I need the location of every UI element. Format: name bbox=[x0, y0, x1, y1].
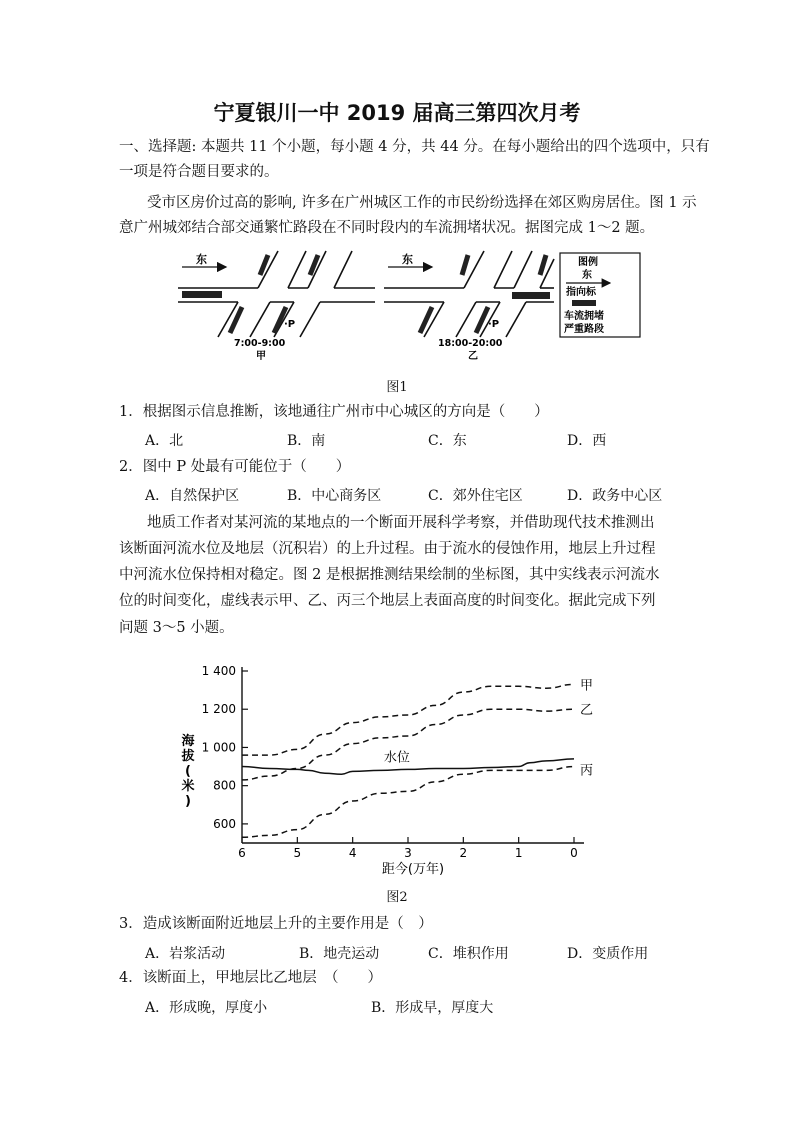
panel-a-direction-label: 东 bbox=[196, 253, 207, 266]
jam-segment bbox=[512, 292, 550, 299]
jam-segment bbox=[310, 255, 318, 275]
question-3-option-c[interactable]: C．堆积作用 bbox=[428, 946, 509, 962]
x-tick-label: 1 bbox=[514, 846, 523, 860]
intro1-line2: 意广州城郊结合部交通繁忙路段在不同时段内的车流拥堵状况。据图完成 1～2 题。 bbox=[119, 220, 655, 236]
question-1-stem: 1．根据图示信息推断，该地通往广州市中心城区的方向是（ ） bbox=[119, 404, 549, 420]
x-tick-label: 0 bbox=[570, 846, 578, 860]
question-3-option-d[interactable]: D．变质作用 bbox=[567, 946, 649, 962]
question-3-stem: 3．造成该断面附近地层上升的主要作用是（ ） bbox=[119, 916, 433, 932]
legend-jam-swatch bbox=[572, 300, 596, 306]
series-乙-label: 乙 bbox=[580, 703, 594, 719]
y-tick-label: 800 bbox=[213, 778, 236, 793]
intro2-line1: 地质工作者对某河流的某地点的一个断面开展科学考察，并借助现代技术推测出 bbox=[147, 515, 655, 531]
intro2-line3: 中河流水位保持相对稳定。图 2 是根据推测结果绘制的坐标图，其中实线表示河流水 bbox=[119, 567, 660, 583]
figure1-traffic-map bbox=[170, 245, 650, 363]
question-4-stem: 4．该断面上，甲地层比乙地层 （ ） bbox=[119, 970, 382, 986]
y-tick-label: 1 000 bbox=[201, 740, 236, 755]
legend-jam-line2: 严重路段 bbox=[564, 324, 604, 335]
y-axis-label: 海拔(米) bbox=[181, 734, 195, 809]
section-instructions-line2: 一项是符合题目要求的。 bbox=[119, 164, 279, 180]
panel-a bbox=[178, 251, 375, 362]
x-tick-label: 2 bbox=[459, 846, 468, 860]
question-1-option-c[interactable]: C．东 bbox=[428, 433, 467, 449]
question-1-option-b[interactable]: B．南 bbox=[287, 433, 326, 449]
y-tick-label: 1 200 bbox=[201, 702, 236, 717]
legend-arrow-text: 指向标 bbox=[566, 287, 596, 298]
y-tick-label: 600 bbox=[213, 816, 236, 831]
intro2-line5: 问题 3～5 小题。 bbox=[119, 620, 234, 636]
figure2-chart bbox=[160, 655, 600, 875]
question-2-option-a[interactable]: A．自然保护区 bbox=[145, 488, 240, 504]
series-丙-label: 丙 bbox=[580, 763, 594, 779]
panel-b-direction-label: 东 bbox=[402, 253, 413, 266]
y-tick-label: 1 400 bbox=[201, 664, 236, 678]
section-instructions-line1: 一、选择题: 本题共 11 个小题，每小题 4 分，共 44 分。在每小题给出的四个选项中，只有 bbox=[119, 139, 710, 155]
x-tick-label: 3 bbox=[404, 846, 412, 860]
legend-arrow-label: 东 bbox=[582, 270, 592, 281]
figure1-legend bbox=[560, 253, 640, 337]
figure1-caption: 图1 bbox=[386, 380, 408, 395]
jam-segment bbox=[420, 307, 432, 333]
panel-b bbox=[384, 251, 554, 362]
legend-jam-line1: 车流拥堵 bbox=[564, 311, 604, 322]
intro2-line2: 该断面河流水位及地层（沉积岩）的上升过程。由于流水的侵蚀作用，地层上升过程 bbox=[119, 541, 656, 557]
question-1-option-d[interactable]: D．西 bbox=[567, 433, 607, 449]
question-4-option-b[interactable]: B．形成早，厚度大 bbox=[371, 1000, 494, 1016]
panel-b-name: 乙 bbox=[468, 351, 478, 362]
jam-segment bbox=[540, 255, 546, 275]
jam-segment bbox=[182, 291, 222, 298]
jam-segment bbox=[230, 307, 242, 333]
jam-segment bbox=[476, 307, 488, 333]
intro2-line4: 位的时间变化，虚线表示甲、乙、丙三个地层上表面高度的时间变化。据此完成下列 bbox=[119, 593, 656, 609]
series-甲-label: 甲 bbox=[580, 678, 594, 694]
question-3-option-b[interactable]: B．地壳运动 bbox=[299, 946, 380, 962]
panel-b-point-p: ·P bbox=[488, 319, 500, 330]
question-3-option-a[interactable]: A．岩浆活动 bbox=[145, 946, 226, 962]
x-tick-label: 4 bbox=[348, 846, 357, 860]
x-tick-label: 6 bbox=[238, 846, 246, 860]
figure2-caption: 图2 bbox=[386, 890, 408, 905]
x-axis-label: 距今(万年) bbox=[381, 862, 445, 875]
panel-a-point-p: ·P bbox=[284, 319, 296, 330]
jam-segment bbox=[462, 255, 468, 275]
question-2-stem: 2．图中 P 处最有可能位于（ ） bbox=[119, 459, 351, 475]
legend-title: 图例 bbox=[578, 257, 598, 268]
question-1-option-a[interactable]: A．北 bbox=[145, 433, 184, 449]
series-甲-line bbox=[242, 684, 574, 755]
intro1-line1: 受市区房价过高的影响, 许多在广州城区工作的市民纷纷选择在郊区购房居住。图 1 示 bbox=[147, 195, 697, 211]
page-title: 宁夏银川一中 2019 届高三第四次月考 bbox=[213, 101, 581, 125]
question-2-option-d[interactable]: D．政务中心区 bbox=[567, 488, 663, 504]
question-4-option-a[interactable]: A．形成晚，厚度小 bbox=[145, 1000, 268, 1016]
panel-b-time: 18:00-20:00 bbox=[438, 338, 503, 349]
question-2-option-b[interactable]: B．中心商务区 bbox=[287, 488, 382, 504]
panel-a-name: 甲 bbox=[256, 351, 266, 362]
question-2-option-c[interactable]: C．郊外住宅区 bbox=[428, 488, 523, 504]
series-丙-line bbox=[242, 767, 574, 838]
panel-a-time: 7:00-9:00 bbox=[234, 338, 286, 349]
x-tick-label: 5 bbox=[293, 846, 302, 860]
series-水位-label: 水位 bbox=[383, 750, 410, 766]
